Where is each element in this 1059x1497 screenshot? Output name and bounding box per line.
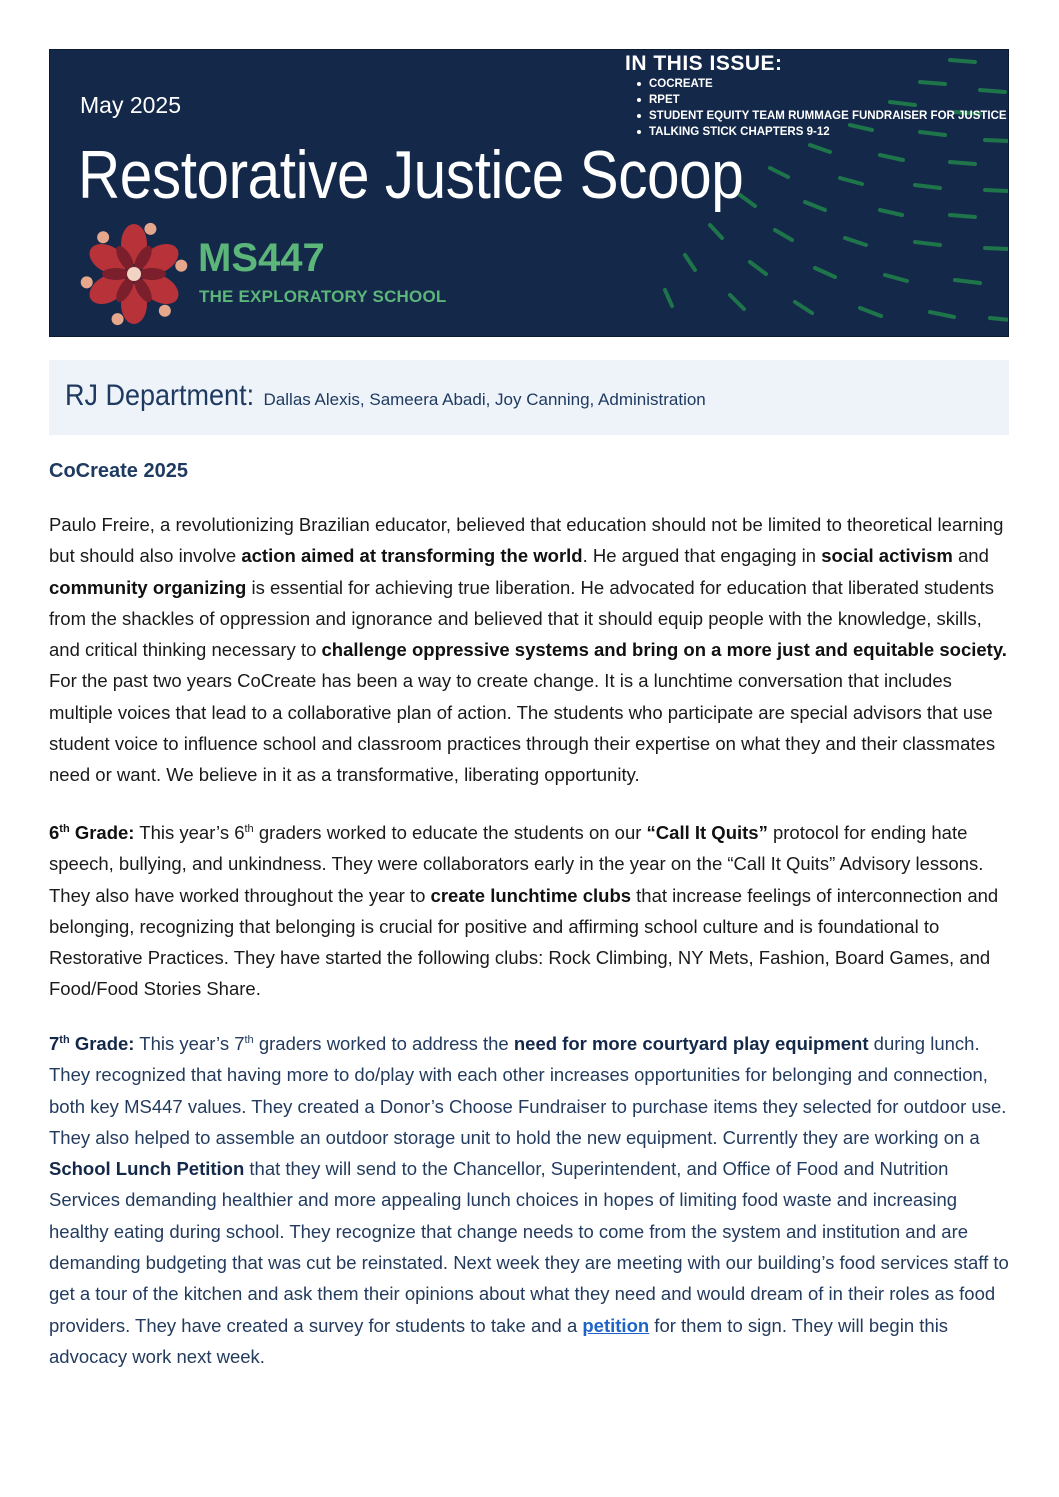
text-run: graders worked to educate the students on our — [253, 822, 647, 843]
bold-text: action aimed at transforming the world — [241, 545, 583, 567]
text-run: for them to sign. They will begin this advocacy work next week. — [49, 1314, 949, 1367]
bold-text: community organizing — [49, 576, 247, 598]
bold-text: School Lunch Petition — [49, 1158, 245, 1180]
text-run: This year’s 6 — [134, 822, 245, 843]
issue-topic: TALKING STICK CHAPTERS 9-12 — [649, 124, 1007, 140]
newsletter-title: Restorative Justice Scoop — [78, 137, 744, 213]
bold-text: need for more courtyard play equipment — [513, 1033, 869, 1054]
school-code: MS447 — [198, 236, 325, 280]
text-run: is essential for achieving true liberation. He advocated for education that liberated students from the shackles of oppression and ignorance and believed that it should equip people with the knowledge, skills, and critical thinking necessary to — [49, 576, 994, 661]
text-run: . He argued that engaging in — [582, 545, 822, 567]
bold-text: “Call It Quits” — [646, 822, 768, 843]
newsletter-banner — [49, 49, 1009, 337]
school-name: THE EXPLORATORY SCHOOL — [199, 287, 447, 306]
issue-topic: RPET — [649, 92, 1007, 108]
section-heading-cocreate: CoCreate 2025 — [49, 460, 188, 482]
text-run: during lunch. They recognized that having more to do/play with each other increases opportunities for belonging and connection, both key MS447 values. They created a Donor’s Choose Fundraiser to purchase items they selected for outdoor use. They also helped to assemble an outdoor storage unit to hold the new equipment. Currently they are working on a — [49, 1033, 1007, 1148]
superscript: th — [244, 822, 254, 835]
bold-text: create lunchtime clubs — [430, 884, 632, 906]
petition-link[interactable]: petition — [582, 1314, 650, 1336]
text-run: For the past two years CoCreate has been a way to create change. It is a lunchtime conversation that includes multiple voices that lead to a collaborative plan of action. The students who participate are special advisors that use student voice to influence school and classroom practices through their expertise on what they and their classmates need or want. We believe in it as a transformative, liberating opportunity. — [49, 670, 996, 786]
text-run: that increase feelings of interconnection and belonging, recognizing that belonging is crucial for positive and affirming school culture and is foundational to Restorative Practices. They have started the following clubs: Rock Climbing, NY Mets, Fashion, Board Games, and Food/Food Stories Share. — [49, 884, 999, 1000]
cocreate-intro-paragraph — [49, 509, 1009, 791]
text-run: Paulo Freire, a revolutionizing Brazilian educator, believed that education should not be limited to theoretical learning but should also involve — [49, 514, 1004, 567]
issue-date: May 2025 — [80, 92, 182, 118]
sixth-grade-label: 6th Grade: — [49, 822, 135, 843]
in-this-issue-heading: IN THIS ISSUE: — [625, 52, 783, 75]
issue-topic-list — [625, 76, 1007, 140]
text-run: that they will send to the Chancellor, Superintendent, and Office of Food and Nutrition Services demanding healthier and more appealing lunch choices in hopes of limiting food waste and increasing healthy eating during school. They recognize that change needs to come from the system and institution and are demanding budgeting that was cut be reinstated. Next week they are meeting with our building’s food services staff to get a tour of the kitchen and ask them their opinions about what they need and would dream of in their roles as food providers. They have created a survey for students to take and a — [49, 1158, 1009, 1336]
text-run: and — [952, 545, 989, 567]
seventh-grade-label: 7th Grade: — [49, 1033, 135, 1054]
seventh-grade-paragraph — [49, 1028, 1009, 1372]
issue-topic: COCREATE — [649, 76, 1007, 92]
issue-topic: STUDENT EQUITY TEAM RUMMAGE FUNDRAISER FOR JUSTICE — [649, 110, 1007, 122]
in-this-issue — [625, 52, 1007, 140]
text-run: graders worked to address the — [253, 1033, 514, 1054]
department-members: Dallas Alexis, Sameera Abadi, Joy Canning, Administration — [263, 390, 706, 409]
text-run: This year’s 7 — [134, 1033, 245, 1054]
sixth-grade-paragraph — [49, 817, 1009, 1005]
department-label: RJ Department: — [65, 379, 255, 412]
bold-text: social activism — [821, 545, 953, 567]
bold-text: challenge oppressive systems and bring on a more just and equitable society. — [321, 639, 1007, 661]
department-box — [49, 360, 1009, 435]
superscript: th — [244, 1033, 254, 1046]
text-run: protocol for ending hate speech, bullying, and unkindness. They were collaborators early in the year on the “Call It Quits” Advisory lessons. They also have worked throughout the year to — [49, 822, 984, 906]
circle-of-people-logo-icon — [78, 218, 190, 330]
